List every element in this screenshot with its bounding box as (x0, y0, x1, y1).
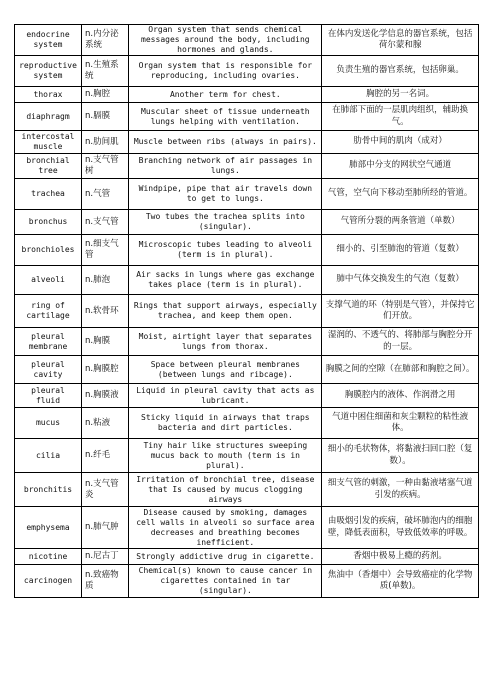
cell-pos: n.肺泡 (82, 266, 129, 295)
cell-term: carcinogen (15, 565, 82, 598)
cell-zh: 支撑气道的环（特别是气管），并保持它们开放。 (322, 295, 479, 328)
cell-pos: n.胸膜腔 (82, 356, 129, 384)
cell-def: Microscopic tubes leading to alveoli (term is in plural). (129, 235, 322, 266)
cell-pos: n.细支气管 (82, 235, 129, 266)
vocabulary-table (14, 24, 479, 598)
table-row (15, 356, 479, 384)
cell-pos: n.内分泌系统 (82, 25, 129, 56)
cell-def: Muscle between ribs (always in pairs). (129, 131, 322, 154)
cell-pos: n.肺气肿 (82, 507, 129, 549)
cell-term: thorax (15, 87, 82, 103)
table-row (15, 549, 479, 565)
cell-def: Space between pleural membranes (between lungs and ribcage). (129, 356, 322, 384)
cell-term: bronchial tree (15, 154, 82, 179)
cell-term: reproductive system (15, 56, 82, 87)
cell-pos: n.尼古丁 (82, 549, 129, 565)
vocabulary-sheet (14, 24, 479, 598)
cell-pos: n.胸膜液 (82, 384, 129, 408)
cell-def: Windpipe, pipe that air travels down to get to lungs. (129, 179, 322, 210)
cell-pos: n.胸腔 (82, 87, 129, 103)
cell-pos: n.膈膜 (82, 103, 129, 131)
cell-def: Chemical(s) known to cause cancer in cigarettes contained in tar (singular). (129, 565, 322, 598)
cell-term: diaphragm (15, 103, 82, 131)
cell-term: intercostal muscle (15, 131, 82, 154)
cell-def: Liquid in pleural cavity that acts as lubricant. (129, 384, 322, 408)
cell-def: Strongly addictive drug in cigarette. (129, 549, 322, 565)
cell-def: Tiny hair like structures sweeping mucus back to mouth (term is in plural). (129, 439, 322, 473)
table-row (15, 473, 479, 507)
table-row (15, 87, 479, 103)
table-row (15, 154, 479, 179)
table-row (15, 179, 479, 210)
cell-zh: 负责生殖的器官系统，包括卵巢。 (322, 56, 479, 87)
cell-term: nicotine (15, 549, 82, 565)
cell-def: Muscular sheet of tissue underneath lungs helping with ventilation. (129, 103, 322, 131)
cell-pos: n.致癌物质 (82, 565, 129, 598)
cell-term: pleural membrane (15, 328, 82, 356)
cell-zh: 细小的、引至肺泡的管道（复数） (322, 235, 479, 266)
cell-def: Another term for chest. (129, 87, 322, 103)
cell-term: ring of cartilage (15, 295, 82, 328)
cell-zh: 胸膜腔内的液体、作润滑之用 (322, 384, 479, 408)
cell-pos: n.支气管炎 (82, 473, 129, 507)
cell-zh: 焦油中（香烟中）会导致癌症的化学物质(单数)。 (322, 565, 479, 598)
cell-def: Rings that support airways, especially trachea, and keep them open. (129, 295, 322, 328)
cell-term: bronchitis (15, 473, 82, 507)
table-row (15, 565, 479, 598)
cell-zh: 湿润的、不透气的、将肺部与胸腔分开的一层。 (322, 328, 479, 356)
table-row (15, 56, 479, 87)
cell-zh: 肺中气体交换发生的气泡（复数） (322, 266, 479, 295)
cell-zh: 细支气管的刺激，一种由黏液堵塞气道引发的疾病。 (322, 473, 479, 507)
table-row (15, 408, 479, 439)
cell-pos: n.肋间肌 (82, 131, 129, 154)
table-row (15, 131, 479, 154)
table-row (15, 384, 479, 408)
table-row (15, 103, 479, 131)
cell-zh: 由吸烟引发的疾病，破坏肺泡内的细胞壁，降低表面积，导致低效率的呼吸。 (322, 507, 479, 549)
cell-zh: 胸腔的另一名词。 (322, 87, 479, 103)
cell-term: bronchioles (15, 235, 82, 266)
table-row (15, 210, 479, 235)
cell-zh: 气道中困住细菌和灰尘颗粒的粘性液体。 (322, 408, 479, 439)
cell-pos: n.气管 (82, 179, 129, 210)
cell-term: emphysema (15, 507, 82, 549)
cell-zh: 气管，空气向下移动至肺所经的管道。 (322, 179, 479, 210)
cell-term: cilia (15, 439, 82, 473)
table-row (15, 25, 479, 56)
cell-term: endocrine system (15, 25, 82, 56)
cell-pos: n.软骨环 (82, 295, 129, 328)
cell-def: Disease caused by smoking, damages cell walls in alveoli so surface area decreases and breathing becomes inefficient. (129, 507, 322, 549)
cell-def: Branching network of air passages in lungs. (129, 154, 322, 179)
vocabulary-table-body (15, 25, 479, 598)
cell-zh: 细小的毛状物体，将黏液扫回口腔（复数）。 (322, 439, 479, 473)
cell-term: pleural cavity (15, 356, 82, 384)
cell-pos: n.粘液 (82, 408, 129, 439)
table-row (15, 507, 479, 549)
cell-pos: n.纤毛 (82, 439, 129, 473)
cell-zh: 肺部中分支的网状空气通道 (322, 154, 479, 179)
cell-pos: n.胸膜 (82, 328, 129, 356)
cell-zh: 在肺部下面的一层肌肉组织，辅助换气。 (322, 103, 479, 131)
cell-zh: 在体内发送化学信息的器官系统，包括荷尔蒙和腺 (322, 25, 479, 56)
cell-def: Moist, airtight layer that separates lungs from thorax. (129, 328, 322, 356)
table-row (15, 328, 479, 356)
cell-zh: 肋骨中间的肌肉（成对） (322, 131, 479, 154)
cell-zh: 香烟中极易上瘾的药剂。 (322, 549, 479, 565)
cell-def: Two tubes the trachea splits into (singular). (129, 210, 322, 235)
cell-term: bronchus (15, 210, 82, 235)
cell-def: Organ system that sends chemical messages around the body, including hormones and glands. (129, 25, 322, 56)
cell-pos: n.生殖系统 (82, 56, 129, 87)
cell-pos: n.支气管树 (82, 154, 129, 179)
table-row (15, 235, 479, 266)
table-row (15, 439, 479, 473)
cell-term: alveoli (15, 266, 82, 295)
table-row (15, 295, 479, 328)
cell-def: Organ system that is responsible for reproducing, including ovaries. (129, 56, 322, 87)
cell-zh: 气管所分裂的两条管道（单数） (322, 210, 479, 235)
table-row (15, 266, 479, 295)
cell-term: mucus (15, 408, 82, 439)
cell-pos: n.支气管 (82, 210, 129, 235)
cell-term: trachea (15, 179, 82, 210)
cell-zh: 胸膜之间的空隙（在肺部和胸腔之间）。 (322, 356, 479, 384)
cell-def: Irritation of bronchial tree, disease that Is caused by mucus clogging airways (129, 473, 322, 507)
cell-def: Sticky liquid in airways that traps bacteria and dirt particles. (129, 408, 322, 439)
cell-def: Air sacks in lungs where gas exchange takes place (term is in plural). (129, 266, 322, 295)
cell-term: pleural fluid (15, 384, 82, 408)
